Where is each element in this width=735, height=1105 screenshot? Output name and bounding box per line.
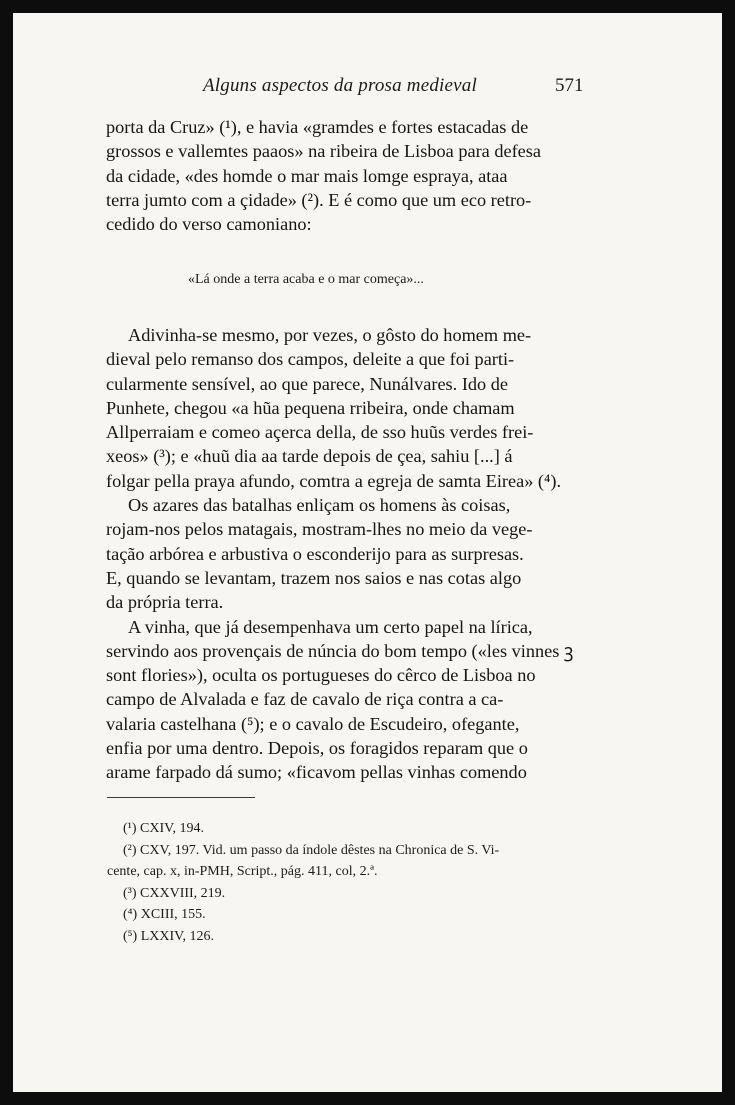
text-line: da própria terra. [106,592,224,613]
paragraph-1 [106,115,593,236]
book-page [13,13,722,1092]
footnote-4: (⁴) XCIII, 155. [123,907,206,922]
text-line: tação arbórea e arbustiva o esconderijo para as surpresas. [106,543,524,564]
text-line: sont flories»), oculta os portugueses do cêrco de Lisboa no [106,665,536,686]
page-number: 571 [555,75,584,96]
footnote-3: (³) CXXVIII, 219. [123,885,226,901]
footnote-1: (¹) CXIV, 194. [123,821,204,836]
text-line: arame farpado dá sumo; «ficavom pellas vinhas comendo [106,762,527,783]
text-line: terra jumto com a çidade» (²). E é como que um eco retro- [106,189,532,210]
text-line: dieval pelo remanso dos campos, deleite a que foi parti- [106,349,515,370]
footnote-2: (²) CXV, 197. Vid. um passo da índole dêstes na Chronica de S. Vi- [123,842,500,858]
text-line: folgar pella praya afundo, comtra a egreja de samta Eirea» (⁴). [106,470,562,491]
footnote-rule [107,797,255,798]
text-line: da cidade, «des homde o mar mais lomge espraya, ataa [106,165,508,186]
text-line: valaria castelhana (⁵); e o cavalo de Escudeiro, ofegante, [106,713,520,734]
text-line: porta da Cruz» (¹), e havia «gramdes e fortes estacadas de [106,117,529,137]
text-line: cularmente sensível, ao que parece, Nunálvares. Ido de [106,373,509,394]
text-line: E, quando se levantam, trazem nos saios e nas cotas algo [106,567,522,588]
footnotes [107,818,593,947]
footnote-5: (⁵) LXXIV, 126. [123,928,214,944]
paragraph-2 [106,323,593,785]
text-line: A vinha, que já desempenhava um certo papel na lírica, [128,616,533,637]
text-line: grossos e vallemtes paaos» na ribeira de Lisboa para defesa [106,141,542,162]
running-title: Alguns aspectos da prosa medieval [203,75,477,96]
text-line: cedido do verso camoniano: [106,214,312,235]
text-line: xeos» (³); e «huũ dia aa tarde depois de çea, sahiu [...] á [106,446,513,467]
footnote-2-continued: cente, cap. x, in-PMH, Script., pág. 411, col, 2.ª. [107,864,378,879]
text-line: rojam-nos pelos matagais, mostram-lhes no meio da vege- [106,519,533,540]
text-line: Os azares das batalhas enliçam os homens às coisas, [128,495,511,516]
text-line: Allperraiam e comeo açerca della, de sso huũs verdes frei- [106,422,534,443]
text-line: Adivinha-se mesmo, por vezes, o gôsto do homem me- [128,325,532,345]
text-line: enfia por uma dentro. Depois, os foragidos reparam que o [106,738,528,759]
block-quote: «Lá onde a terra acaba e o mar começa»... [188,272,424,287]
text-line: Punhete, chegou «a hũa pequena rribeira, onde chamam [106,397,515,418]
page-header [13,73,722,103]
text-line: servindo aos provençais de núncia do bom tempo («les vinnes ꝫ [106,640,574,661]
text-line: campo de Alvalada e faz de cavalo de riça contra a ca- [106,689,504,710]
